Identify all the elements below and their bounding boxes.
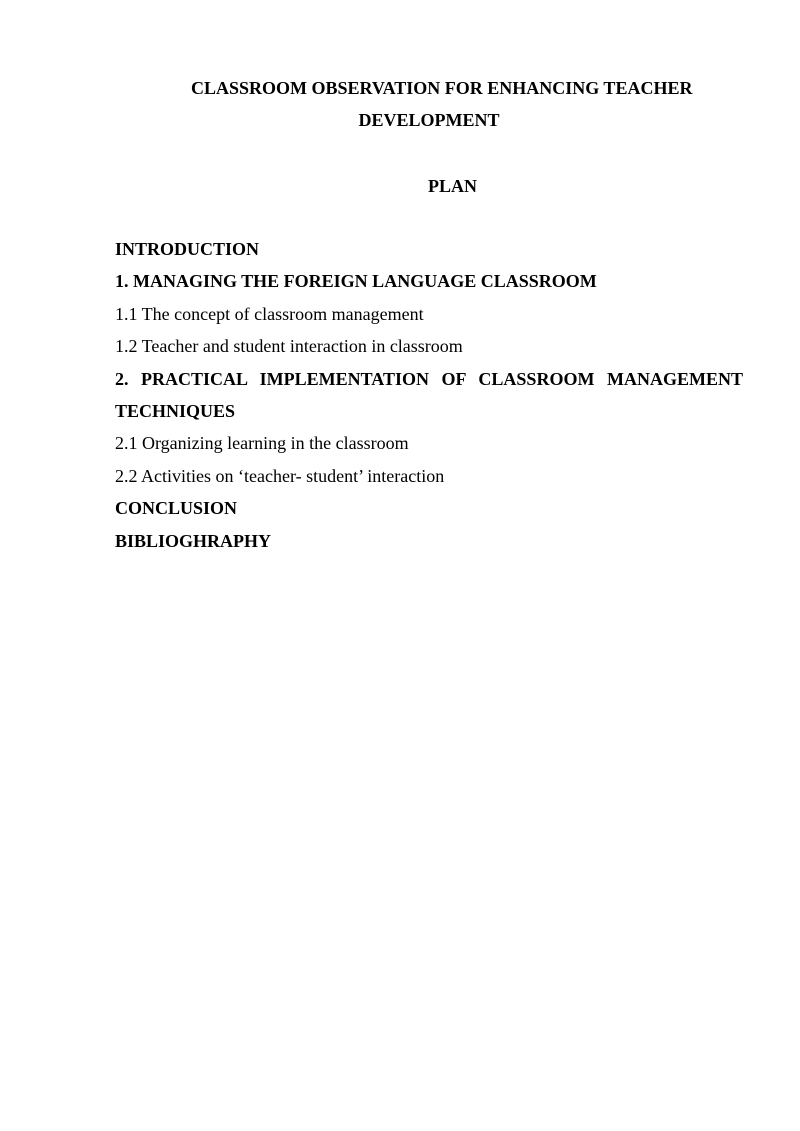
toc-section-2-2: 2.2 Activities on ‘teacher- student’ interaction	[115, 465, 445, 486]
toc-introduction: INTRODUCTION	[115, 239, 260, 259]
toc-section-2-line-1: 2. PRACTICAL IMPLEMENTATION OF CLASSROOM MANAGEMENT	[115, 368, 743, 389]
plan-heading: PLAN	[428, 176, 477, 196]
document-title-line-2: DEVELOPMENT	[358, 110, 500, 130]
document-title-line-1: CLASSROOM OBSERVATION FOR ENHANCING TEACHER	[191, 78, 693, 98]
toc-section-1: 1. MANAGING THE FOREIGN LANGUAGE CLASSROOM	[115, 271, 597, 292]
toc-conclusion: CONCLUSION	[115, 498, 238, 519]
toc-bibliography: BIBLIOGHRAPHY	[115, 530, 272, 551]
toc-section-1-1: 1.1 The concept of classroom management	[115, 303, 424, 324]
toc-section-1-2: 1.2 Teacher and student interaction in classroom	[115, 336, 463, 357]
toc-section-2-line-2: TECHNIQUES	[115, 401, 236, 422]
table-of-contents	[115, 233, 743, 557]
toc-section-2-1: 2.1 Organizing learning in the classroom	[115, 433, 409, 454]
document-title	[115, 72, 743, 136]
